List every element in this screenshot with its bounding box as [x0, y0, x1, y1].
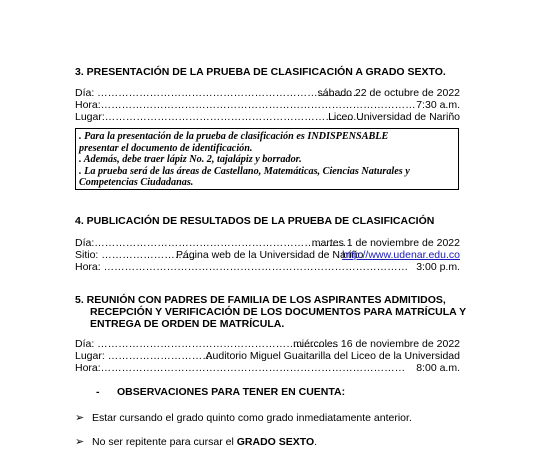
- section-3-heading: 3. PRESENTACIÓN DE LA PRUEBA DE CLASIFICACIÓN A GRADO SEXTO.: [75, 66, 446, 78]
- section-4-heading: 4. PUBLICACIÓN DE RESULTADOS DE LA PRUEBA DE CLASIFICACIÓN: [75, 215, 435, 227]
- s3-dia-label: Día: …………………………………………………………………: [75, 87, 360, 99]
- s3-dia-value: sábado 22 de octubre de 2022: [317, 87, 460, 99]
- section-5-heading-line: RECEPCIÓN Y VERIFICACIÓN DE LOS DOCUMENTOS PARA MATRÍCULA Y: [90, 306, 467, 319]
- s3-note-line: . Para la presentación de la prueba de clasificación es INDISPENSABLE: [79, 131, 389, 142]
- bullet-2-prefix: No ser repitente para cursar el: [92, 436, 237, 448]
- s4-sitio-value: Página web de la Universidad de Nariño: [176, 249, 364, 261]
- s3-lugar-line: [75, 111, 460, 124]
- s3-note-line: presentar el documento de identificación.: [79, 142, 253, 154]
- udenar-link[interactable]: http://www.udenar.edu.co: [342, 249, 460, 261]
- s3-note-line: Competencias Ciudadanas.: [79, 177, 194, 189]
- s3-lugar-label: Lugar:…………………………………………………………………: [75, 111, 368, 123]
- s5-lugar-value: Auditorio Miguel Guaitarilla del Liceo de la Universidad: [205, 350, 460, 362]
- bullet-2-suffix: .: [314, 436, 318, 448]
- s3-lugar-value: Liceo Universidad de Nariño: [328, 111, 460, 123]
- bullet-2-bold: GRADO SEXTO: [236, 436, 315, 448]
- s5-hora-label: Hora:……………………………………………………………………………: [75, 362, 406, 374]
- arrow-bullet-icon: ➢: [75, 412, 85, 424]
- observaciones-heading: OBSERVACIONES PARA TENER EN CUENTA:: [117, 386, 346, 398]
- section-5-heading-line: 5. REUNIÓN CON PADRES DE FAMILIA DE LOS ASPIRANTES ADMITIDOS,: [75, 294, 446, 306]
- section-5-heading: [75, 294, 466, 331]
- s5-hora-line: [75, 362, 460, 375]
- s5-hora-value: 8:00 a.m.: [416, 362, 460, 374]
- s5-lugar-label: Lugar: …………………………: [75, 350, 213, 362]
- s3-hora-label: Hora:………………………………………………………………………………: [75, 99, 416, 111]
- bullet-1-text: Estar cursando el grado quinto como grado inmediatamente anterior.: [92, 412, 412, 424]
- section-5-heading-line: ENTREGA DE ORDEN DE MATRÍCULA.: [90, 318, 285, 331]
- s4-dia-label: Día:………………………………………………………………: [75, 237, 347, 249]
- observaciones-bullet-2: [75, 436, 318, 449]
- s3-note-line: . Además, debe traer lápiz No. 2, tajalápiz y borrador.: [79, 154, 302, 166]
- s4-hora-value: 3:00 p.m.: [416, 261, 460, 273]
- s4-dia-value: martes 1 de noviembre de 2022: [311, 237, 460, 249]
- s4-hora-label: Hora: ……………………………………………………………………………: [75, 261, 409, 273]
- s3-note-box: [75, 128, 459, 190]
- observaciones-bullet-1: [75, 412, 412, 425]
- s5-dia-value: miércoles 16 de noviembre de 2022: [293, 338, 460, 350]
- s3-note-line: . La prueba será de las áreas de Castellano, Matemáticas, Ciencias Naturales y: [79, 165, 410, 177]
- s4-sitio-label: Sitio: ………………………: [75, 249, 196, 261]
- bullet-2-text: [92, 436, 317, 449]
- observaciones-dash: -: [96, 386, 100, 398]
- s3-hora-value: 7:30 a.m.: [416, 99, 460, 111]
- s4-hora-line: [75, 261, 460, 274]
- s5-dia-label: Día: ……………………………………………………………: [75, 338, 339, 350]
- arrow-bullet-icon: ➢: [75, 436, 85, 448]
